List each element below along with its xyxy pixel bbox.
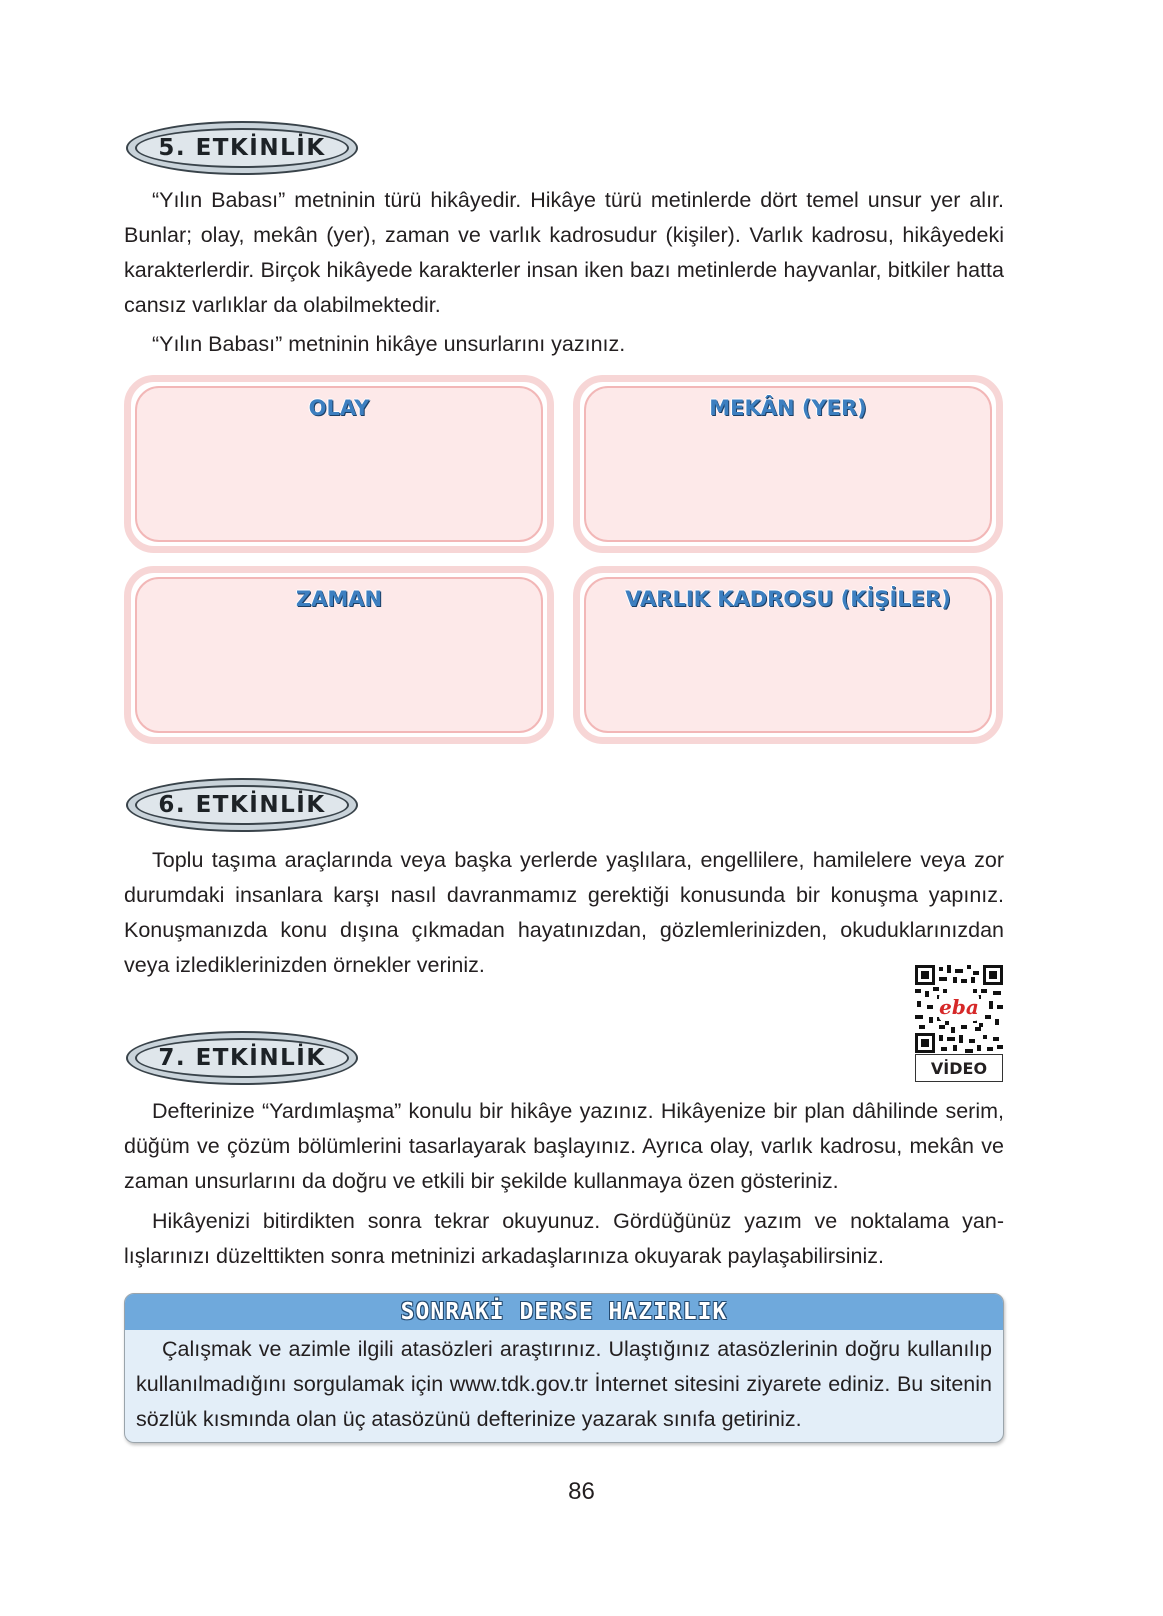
mekan-box-title: MEKÂN (YER) <box>709 396 867 420</box>
next-lesson-prep-text: Çalışmak ve azimle ilgili atasözleri araştırınız. Ulaştığınız atasözlerinin doğru kullanılıp kullanılmadığını sorgulamak için www.tdk.gov.tr İnternet sitesini ziyarete ediniz. Bu sitenin sözlük kısmında olan üç atasözünü defterinize yazarak sınıfa getiriniz. <box>136 1337 992 1431</box>
activity-5-badge <box>126 121 358 175</box>
varlik-kadrosu-box-title: VARLIK KADROSU (KİŞİLER) <box>625 587 951 611</box>
mekan-box[interactable] <box>573 375 1003 553</box>
video-qr-code-icon[interactable] <box>915 965 1003 1053</box>
activity-7-paragraph-1: Defterinize “Yardımlaşma” konulu bir hikâye yazınız. Hikâyenize bir plan dâhilinde serim, düğüm ve çözüm bölümlerini tasarlayarak başlayınız. Ayrıca olay, varlık kadrosu, mekân ve zaman unsurlarını da doğru ve etkili bir şekilde kullanmaya özen gösteriniz. <box>124 1099 1004 1193</box>
zaman-box[interactable] <box>124 566 554 744</box>
activity-6-paragraph: Toplu taşıma araçlarında veya başka yerlerde yaşlılara, engellilere, hamilelere veya zor durumdaki insanlara karşı nasıl davranmamız gerektiği konusunda bir konuşma yapınız. Konuşmanızda konu dışına çıkmadan hayatınızdan, gözlemlerinizden, okuduklarınızdan veya izlediklerinizden örnekler veriniz. <box>124 848 1004 977</box>
svg-text:eba: eba <box>939 995 979 1019</box>
next-lesson-prep-box <box>124 1293 1004 1443</box>
activity-6-title: 6. ETKİNLİK <box>135 785 349 825</box>
page-number: 86 <box>568 1478 595 1505</box>
activity-5-title: 5. ETKİNLİK <box>135 128 349 168</box>
activity-7-paragraph-2: Hikâyenizi bitirdikten sonra tekrar okuyunuz. Gördüğünüz yazım ve noktalama yanlışlarınızı düzelttikten sonra metninizi arkadaşlarınıza okuyarak paylaşabilirsiniz. <box>124 1209 1004 1268</box>
olay-box-title: OLAY <box>308 396 370 420</box>
activity-5-paragraph: “Yılın Babası” metninin türü hikâyedir. Hikâye türü metinlerde dört temel unsur yer alır. Bunlar; olay, mekân (yer), zaman ve varlık kadrosudur (kişiler). Varlık kadrosu, hikâyedeki karakterlerdir. Birçok hikâyede karakterler insan iken bazı metinlerde hayvanlar, bitkiler hatta cansız varlıklar da olabilmektedir. <box>124 188 1004 317</box>
varlik-kadrosu-box[interactable] <box>573 566 1003 744</box>
activity-5-instruction: “Yılın Babası” metninin hikâye unsurlarını yazınız. <box>152 332 626 356</box>
next-lesson-prep-title: SONRAKİ DERSE HAZIRLIK <box>125 1294 1003 1330</box>
zaman-box-title: ZAMAN <box>295 587 383 611</box>
activity-7-title: 7. ETKİNLİK <box>135 1038 349 1078</box>
activity-7-badge <box>126 1031 358 1085</box>
video-button[interactable]: VİDEO <box>915 1054 1003 1082</box>
olay-box[interactable] <box>124 375 554 553</box>
activity-6-badge <box>126 778 358 832</box>
